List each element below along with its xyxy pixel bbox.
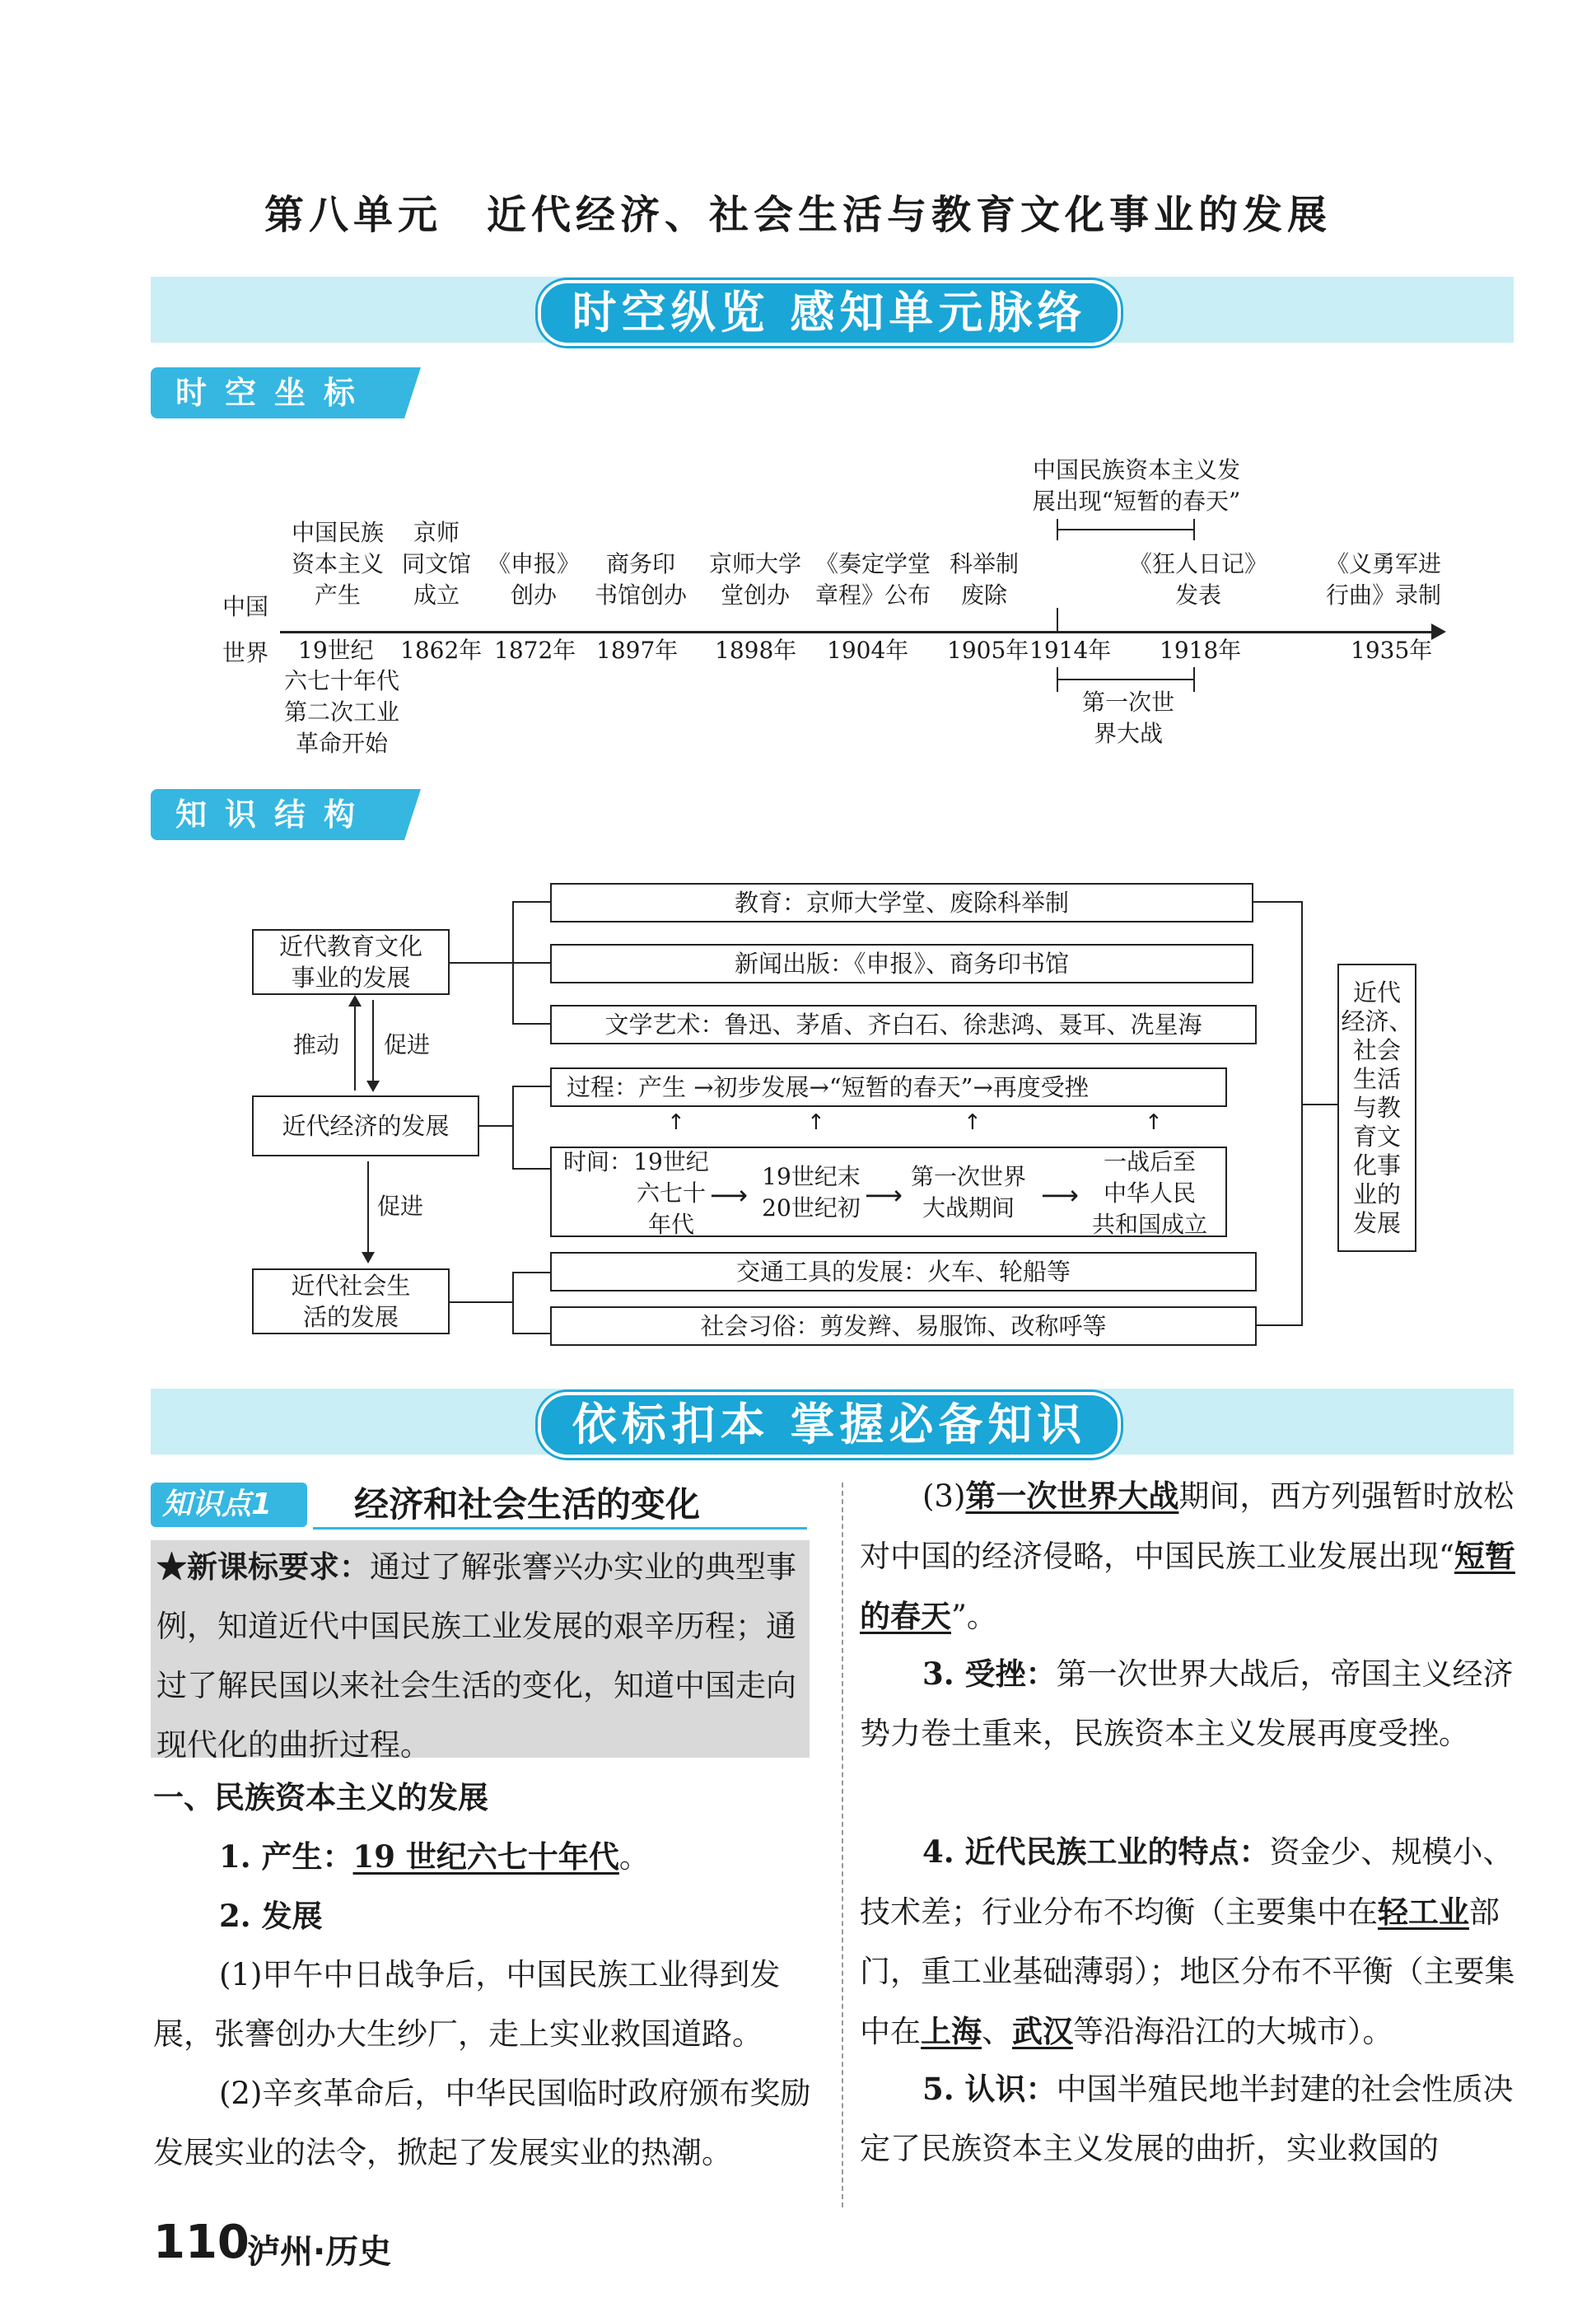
section-banner-overview bbox=[151, 277, 1514, 343]
p3-text: 期间，西方列强暂时放松对中国的经济侵略，中国民族工业发展出现“ bbox=[860, 1478, 1514, 1574]
p5-b: 部门，重工业基础薄弱）；地区分布不平衡（主要集中在 bbox=[860, 1894, 1515, 2049]
connector bbox=[512, 1168, 550, 1170]
p3 bbox=[860, 1466, 1519, 1646]
connector bbox=[1301, 1104, 1337, 1105]
connector bbox=[512, 1272, 514, 1333]
year-9: 1918年 bbox=[1160, 637, 1242, 664]
req-text: 通过了解张謇兴办实业的典型事例，知道近代中国民族工业发展的艰辛历程；通过了解民国以来社会生活的变化，知道中国走向现代化的曲折过程。 bbox=[156, 1549, 796, 1763]
arrow-down-icon bbox=[366, 1081, 380, 1092]
bracket-line bbox=[1058, 529, 1193, 530]
p6 bbox=[860, 2059, 1519, 2179]
event-9: 《狂人日记》 发表 bbox=[1128, 550, 1267, 609]
event-3: 《申报》 创办 bbox=[487, 550, 580, 609]
arrow-right-icon: ⟶ bbox=[865, 1179, 903, 1211]
p5-sep: 、 bbox=[982, 2014, 1012, 2049]
econ-time-1: 19世纪 六七十 年代 bbox=[633, 1148, 709, 1238]
connector bbox=[512, 962, 550, 964]
sec-heading bbox=[153, 1768, 488, 1828]
edu-item-1: 教育：京师大学堂、废除科举制 bbox=[550, 883, 1253, 922]
requirement-text bbox=[156, 1537, 809, 1775]
connector bbox=[450, 1301, 512, 1303]
p5-c: 等沿海沿江的大城市）。 bbox=[1073, 2014, 1393, 2049]
p1-label: 1. 产生： bbox=[219, 1838, 353, 1875]
p6-text: 中国半殖民地半封建的社会性质决定了民族资本主义发展的曲折，实业救国的 bbox=[860, 2071, 1514, 2166]
bracket-tick bbox=[1193, 667, 1195, 692]
arrow-right-icon: ⟶ bbox=[1041, 1179, 1079, 1211]
connector bbox=[512, 901, 550, 903]
connector bbox=[1253, 901, 1301, 903]
connector bbox=[512, 1086, 514, 1168]
arrow-up-line bbox=[354, 1000, 356, 1091]
connector bbox=[479, 1125, 512, 1127]
year-5: 1898年 bbox=[715, 637, 797, 664]
bracket-tick bbox=[1193, 519, 1195, 540]
bracket-line bbox=[1058, 679, 1193, 680]
year-2: 1862年 bbox=[400, 637, 483, 664]
node-education: 近代教育文化 事业的发展 bbox=[252, 929, 450, 995]
book-name: 泸州·历史 bbox=[247, 2233, 392, 2271]
arrow-up-icon bbox=[348, 995, 362, 1007]
connector bbox=[512, 1086, 550, 1087]
side-label-china: 中国 bbox=[222, 593, 269, 620]
p3-end: ”。 bbox=[951, 1599, 997, 1634]
kp-badge: 知识点1 bbox=[151, 1483, 307, 1527]
axis-arrow-icon bbox=[1431, 624, 1446, 640]
arrow-up-icon: ↑ bbox=[964, 1110, 982, 1135]
p2-label bbox=[219, 1886, 323, 1946]
p5-key2: 上海 bbox=[921, 2013, 982, 2049]
p5 bbox=[860, 1822, 1519, 2062]
event-8: 中国民族资本主义发 展出现“短暂的春天” bbox=[1032, 456, 1241, 515]
arrow-down-line bbox=[372, 1000, 374, 1091]
year-10: 1935年 bbox=[1351, 637, 1433, 664]
event-1: 中国民族 资本主义 产生 bbox=[291, 519, 384, 609]
p5-key1: 轻工业 bbox=[1378, 1894, 1469, 1930]
arrow-up-icon: ↑ bbox=[1145, 1110, 1163, 1135]
node-society: 近代社会生 活的发展 bbox=[252, 1268, 450, 1334]
label-drive: 推动 bbox=[293, 1031, 340, 1058]
arrow-up-icon: ↑ bbox=[807, 1110, 825, 1135]
column-divider bbox=[842, 1483, 843, 2207]
event-2: 京师 同文馆 成立 bbox=[401, 519, 471, 609]
year-4: 1897年 bbox=[596, 637, 679, 664]
event-5: 京师大学 堂创办 bbox=[708, 550, 801, 609]
p2-1: (1)甲午中日战争后，中国民族工业得到发展，张謇创办大生纱厂，走上实业救国道路。 bbox=[153, 1957, 781, 2052]
banner-title: 时空纵览 感知单元脉络 bbox=[538, 280, 1121, 346]
p3-pre: (3) bbox=[922, 1478, 966, 1514]
arrow-up-icon: ↑ bbox=[667, 1110, 685, 1135]
edu-item-3: 文学艺术：鲁迅、茅盾、齐白石、徐悲鸿、聂耳、冼星海 bbox=[550, 1005, 1257, 1044]
connector bbox=[512, 1333, 550, 1334]
label-promote-2: 促进 bbox=[377, 1193, 424, 1220]
p6-label: 5. 认识： bbox=[922, 2071, 1057, 2107]
event-world-2: 第一次世 界大战 bbox=[1081, 689, 1174, 747]
req-label: ★新课标要求： bbox=[156, 1548, 370, 1585]
kp-title: 经济和社会生活的变化 bbox=[354, 1484, 701, 1525]
tag-structure: 知识结构 bbox=[151, 789, 404, 840]
econ-time-3: 第一次世界 大战期间 bbox=[910, 1163, 1026, 1221]
arrow-down-icon bbox=[362, 1252, 375, 1263]
p4-label: 3. 受挫： bbox=[922, 1656, 1057, 1692]
section-banner-knowledge bbox=[151, 1389, 1514, 1455]
side-label-world: 世界 bbox=[222, 639, 269, 666]
social-item-2: 社会习俗：剪发辫、易服饰、改称呼等 bbox=[550, 1306, 1257, 1346]
p1 bbox=[219, 1827, 650, 1887]
node-economy: 近代经济的发展 bbox=[252, 1095, 479, 1156]
p1-end: 。 bbox=[618, 1839, 650, 1875]
event-world-1: 六七十年代 第二次工业 革命开始 bbox=[283, 667, 399, 757]
event-10: 《义勇军进 行曲》录制 bbox=[1325, 550, 1441, 609]
p5-label: 4. 近代民族工业的特点： bbox=[922, 1833, 1270, 1870]
kp-underline bbox=[313, 1527, 807, 1530]
connector bbox=[512, 1272, 550, 1273]
label-promote-1: 促进 bbox=[384, 1031, 431, 1058]
event-4: 商务印 书馆创办 bbox=[594, 550, 687, 609]
connector bbox=[512, 1023, 550, 1025]
year-8: 1914年 bbox=[1029, 637, 1112, 664]
summary-box: 近代 经济、 社会 生活 与教 育文 化事 业的 发展 bbox=[1337, 964, 1416, 1252]
event-6: 《奏定学堂 章程》公布 bbox=[814, 550, 931, 609]
arrow-down-line bbox=[367, 1161, 369, 1260]
econ-time-label: 时间： bbox=[563, 1148, 633, 1175]
p5-a: 资金少、规模小、技术差；行业分布不均衡（主要集中在 bbox=[860, 1834, 1514, 1930]
year-3: 1872年 bbox=[494, 637, 576, 664]
banner-title: 依标扣本 掌握必备知识 bbox=[538, 1392, 1121, 1458]
p1-value: 19 世纪六七十年代 bbox=[352, 1838, 619, 1875]
econ-process: 过程：产生 →初步发展→“短暂的春天”→再度受挫 bbox=[550, 1067, 1227, 1107]
p2-label-text: 2. 发展 bbox=[219, 1898, 323, 1934]
econ-time-2: 19世纪末 20世纪初 bbox=[762, 1163, 861, 1221]
connector bbox=[450, 962, 512, 964]
p4-text: 第一次世界大战后，帝国主义经济势力卷土重来，民族资本主义发展再度受挫。 bbox=[860, 1656, 1514, 1751]
p2-2: (2)辛亥革命后，中华民国临时政府颁布奖励发展实业的法令，掀起了发展实业的热潮。 bbox=[153, 2076, 811, 2170]
year-7: 1905年 bbox=[947, 637, 1029, 664]
econ-time-4: 一战后至 中华人民 共和国成立 bbox=[1091, 1148, 1207, 1238]
arrow-right-icon: ⟶ bbox=[710, 1179, 748, 1211]
page-number: 110 bbox=[153, 2216, 250, 2269]
social-item-1: 交通工具的发展：火车、轮船等 bbox=[550, 1252, 1257, 1291]
connector bbox=[1301, 901, 1303, 1326]
year-1: 19世纪 bbox=[298, 637, 374, 664]
unit-title: 第八单元 近代经济、社会生活与教育文化事业的发展 bbox=[264, 192, 1332, 238]
event-7: 科举制 废除 bbox=[949, 550, 1019, 609]
p4 bbox=[860, 1644, 1519, 1763]
p3-key: 第一次世界大战 bbox=[965, 1478, 1179, 1514]
p5-key3: 武汉 bbox=[1012, 2013, 1073, 2049]
edu-item-2: 新闻出版：《申报》、商务印书馆 bbox=[550, 944, 1253, 983]
sec1-title: 一、民族资本主义的发展 bbox=[153, 1779, 488, 1815]
tag-timeline: 时空坐标 bbox=[151, 367, 404, 418]
bracket-tick bbox=[1057, 608, 1058, 631]
p3-key2: 短暂的春天 bbox=[860, 1538, 1515, 1634]
year-6: 1904年 bbox=[827, 637, 909, 664]
connector bbox=[1257, 1324, 1303, 1326]
